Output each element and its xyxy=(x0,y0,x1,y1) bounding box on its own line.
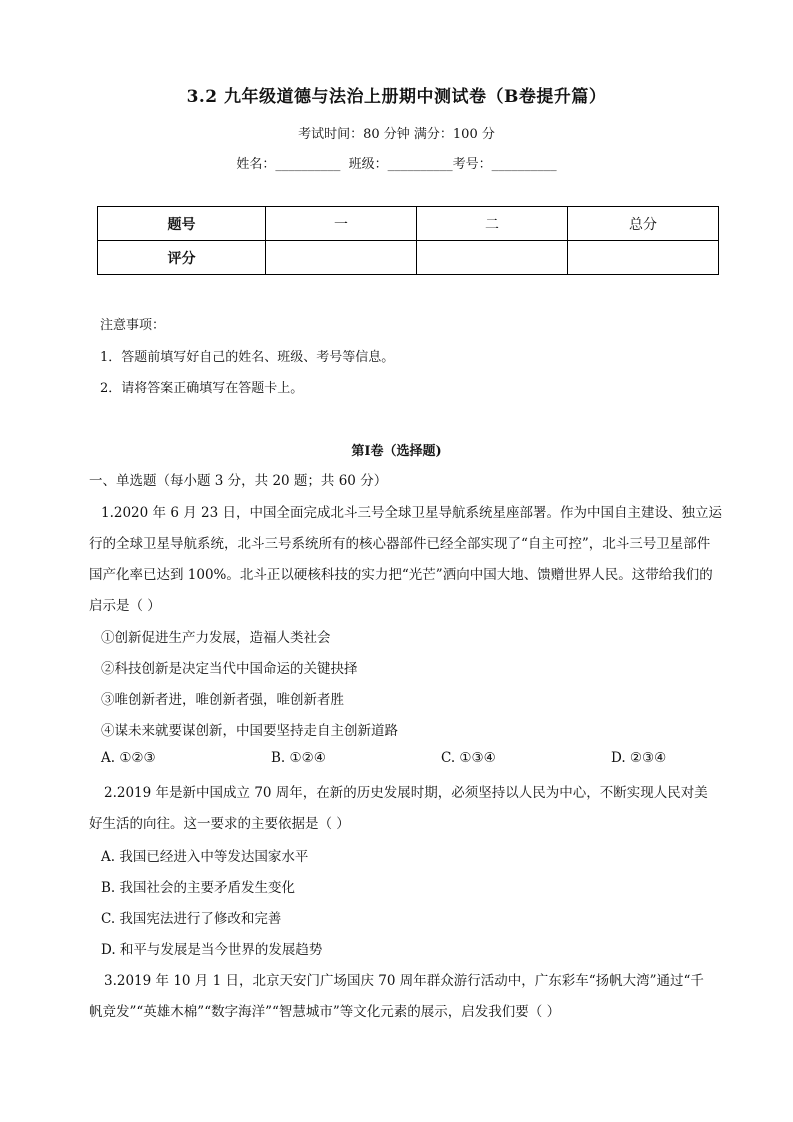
section-part-heading: 一、单选题（每小题 3 分，共 20 题；共 60 分） xyxy=(89,473,388,489)
section-title: 第I卷（选择题) xyxy=(351,444,442,459)
statement-item: ④谋未来就要谋创新，中国要坚持走自主创新道路 xyxy=(101,723,398,739)
score-input-cell xyxy=(266,241,417,275)
answer-option-c: C. ①③④ xyxy=(441,750,496,766)
question-text-line: 帆竞发”“英雄木棉”“数字海洋”“智慧城市”等文化元素的展示，启发我们要（ ） xyxy=(89,1004,561,1020)
question-text-line: 启示是（ ） xyxy=(89,598,161,614)
question-text-line: 国产化率已达到 100%。北斗正以硬核科技的实力把“光芒”洒向中国大地、馈赠世界人民。这带给我们的 xyxy=(89,567,713,583)
question-text-line: 好生活的向往。这一要求的主要依据是（ ） xyxy=(89,816,350,832)
notes-item: 2．请将答案正确填写在答题卡上。 xyxy=(100,381,304,396)
score-table-score-row xyxy=(98,241,719,275)
score-input-cell xyxy=(568,241,719,275)
statement-item: ②科技创新是决定当代中国命运的关键抉择 xyxy=(101,661,358,677)
statement-item: ③唯创新者进，唯创新者强，唯创新者胜 xyxy=(101,692,344,708)
table-cell: 一 xyxy=(266,207,417,241)
answer-option-a: A. 我国已经进入中等发达国家水平 xyxy=(101,849,309,865)
question-text-line: 3.2019 年 10 月 1 日，北京天安门广场国庆 70 周年群众游行活动中，广东彩车“扬帆大湾”通过“千 xyxy=(104,973,704,989)
question-text-line: 1.2020 年 6 月 23 日，中国全面完成北斗三号全球卫星导航系统星座部署。作为中国自主建设、独立运 xyxy=(101,505,722,521)
answer-option-d: D. ②③④ xyxy=(611,750,667,766)
notes-item: 1．答题前填写好自己的姓名、班级、考号等信息。 xyxy=(100,350,395,365)
score-table-header-row xyxy=(98,207,719,241)
table-cell: 总分 xyxy=(568,207,719,241)
answer-option-b: B. ①②④ xyxy=(271,750,326,766)
table-cell: 二 xyxy=(417,207,568,241)
number-field: 考号：__________ xyxy=(452,157,557,172)
notes-heading: 注意事项： xyxy=(100,318,166,333)
class-field: 班级：__________ xyxy=(348,157,453,172)
answer-option-d: D. 和平与发展是当今世界的发展趋势 xyxy=(101,942,323,958)
score-table xyxy=(97,206,719,275)
student-info-line xyxy=(0,153,793,172)
answer-option-b: B. 我国社会的主要矛盾发生变化 xyxy=(101,880,296,896)
question-text-line: 2.2019 年是新中国成立 70 周年，在新的历史发展时期，必须坚持以人民为中心，不断实现人民对美 xyxy=(104,785,708,801)
answer-option-c: C. 我国宪法进行了修改和完善 xyxy=(101,911,282,927)
name-field: 姓名：__________ xyxy=(236,157,341,172)
exam-info: 考试时间：80 分钟 满分：100 分 xyxy=(298,127,495,142)
answer-option-a: A. ①②③ xyxy=(101,750,156,766)
statement-item: ①创新促进生产力发展，造福人类社会 xyxy=(101,630,331,646)
table-cell: 评分 xyxy=(98,241,266,275)
exam-title: 3.2 九年级道德与法治上册期中测试卷（B卷提升篇） xyxy=(186,87,607,107)
score-input-cell xyxy=(417,241,568,275)
question-text-line: 行的全球卫星导航系统，北斗三号系统所有的核心器部件已经全部实现了“自主可控”，北斗三号卫星部件 xyxy=(89,536,711,552)
table-cell: 题号 xyxy=(98,207,266,241)
